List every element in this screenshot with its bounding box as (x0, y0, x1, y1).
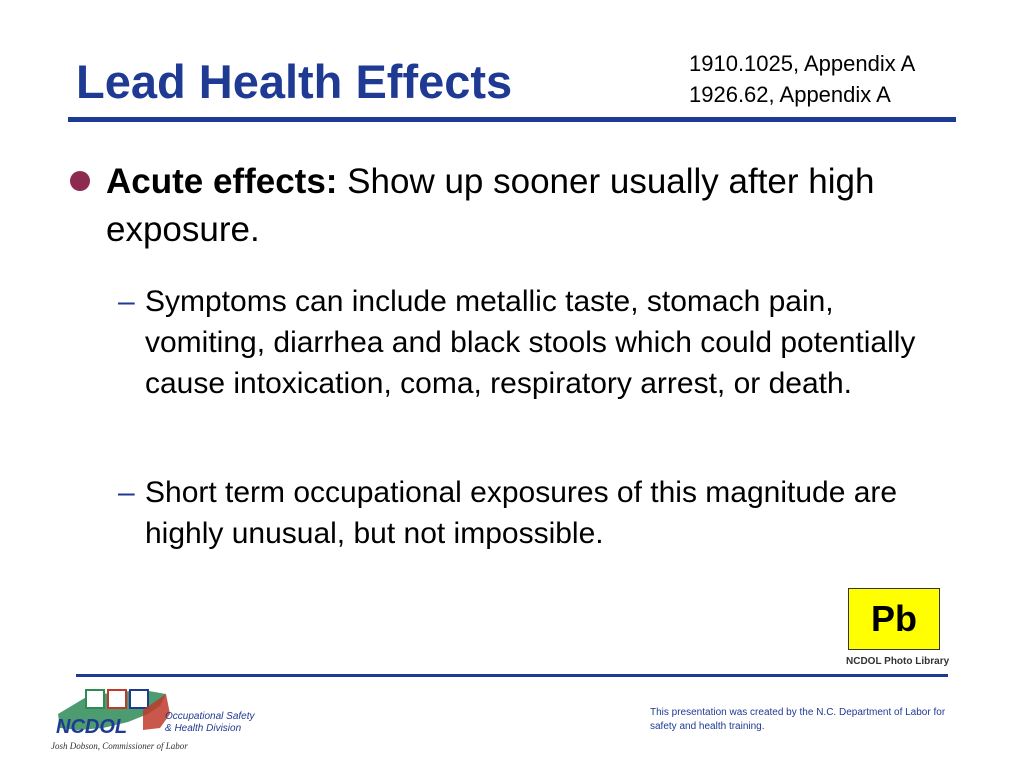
logo-division (165, 711, 255, 735)
logo-abbreviation: NCDOL (56, 716, 128, 738)
dash-icon: – (118, 476, 135, 509)
logo-division-line-2: & Health Division (165, 723, 242, 734)
photo-credit: NCDOL Photo Library (846, 656, 950, 667)
slide-title: Lead Health Effects (76, 55, 513, 108)
regulation-references (689, 48, 915, 110)
logo-division-line-1: Occupational Safety (165, 711, 255, 722)
main-bullet-text (106, 158, 936, 254)
reference-construction: 1926.62, Appendix A (689, 82, 891, 107)
sub-bullet-text: Short term occupational exposures of this magnitude are highly unusual, but not impossible. (145, 476, 898, 550)
title-divider (68, 117, 956, 122)
bullet-body: Show up sooner usually after high exposure. (106, 162, 875, 249)
dash-icon: – (118, 285, 135, 318)
logo-commissioner: Josh Dobson, Commissioner of Labor (51, 741, 188, 751)
lead-element-symbol: Pb (848, 588, 940, 650)
footer-note: This presentation was created by the N.C. Department of Labor for safety and health training. (650, 707, 946, 732)
sub-bullet-text: Symptoms can include metallic taste, stomach pain, vomiting, diarrhea and black stools which could potentially cause intoxication, coma, respiratory arrest, or death. (145, 285, 916, 400)
bullet-label: Acute effects: (106, 162, 338, 201)
footer-divider (76, 674, 948, 677)
reference-general-industry: 1910.1025, Appendix A (689, 51, 916, 76)
bullet-dot-icon (70, 171, 90, 191)
